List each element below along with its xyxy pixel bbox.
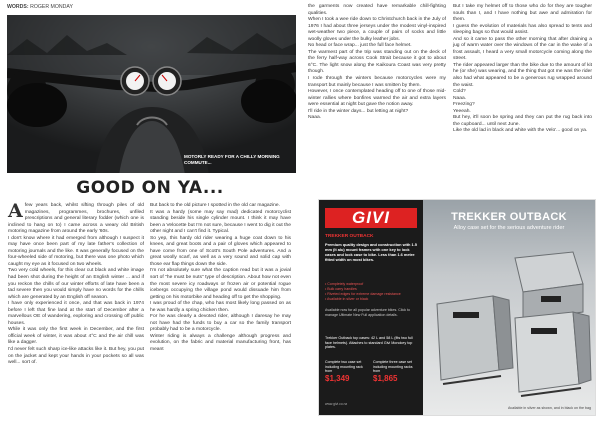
paragraph: I have only experienced it once, and that was back in 1974 before I left that fine land at the start of December after a marvellous OE of wandering, exploring and crossing off public houses. [8, 301, 144, 326]
motorcycle-cockpit-illustration [7, 15, 296, 173]
paragraph: Winter riding is always a challenge although progress and evolution, on the fabric and material manufacturing front, has meant [150, 333, 291, 353]
paragraph: So yep, this hardy old rider wearing a huge coat down to his knees, and great boots and a pair of gloves which appeared to have come from one of Scott's South Pole adventures. And a great woolly scarf, as well as a very sound and solid cap with those ear flap things down the side. [150, 235, 291, 267]
paragraph: I guess the evolution of materials has also spread to tents and sleeping bags so that would assist. [453, 23, 592, 36]
price-offer-2 [373, 360, 417, 384]
givi-advert [318, 199, 596, 416]
paragraph: the garments now created have remarkable chill-fighting qualities. [308, 4, 446, 16]
paragraph: I'd never felt such sharp ice-like attacks like it. But hey, you put on the jacket and kept your hands in your pockets so all was well... sort of. [8, 347, 144, 366]
bullet-item: • Available in silver or black [325, 297, 369, 301]
price-offer-1 [325, 360, 369, 384]
paragraph: However, I once contemplated heading off to one of those mid-winter rallies where bonfires warmed the air and extra layers were essential at night but gave the notion away. [308, 89, 446, 108]
offer-price: $1,865 [373, 373, 398, 383]
advert-product-tag: TREKKER OUTBACK [325, 234, 374, 239]
paragraph: Cold? [453, 89, 466, 95]
paragraph: Afew years back, whilst sifting through piles of old magazines, programmes, brochures, unfiled prescriptions and general literary fodder (which one is inclined to hang on to) I came across a weary old British motoring magazine from around the early '60s. [8, 200, 144, 235]
paragraph: Naaa. [453, 95, 467, 101]
section-header [7, 4, 73, 10]
paragraph: I was proud of the chap, who has most likely long passed on as he was hardly a spring chicken then. [150, 301, 291, 313]
paragraph: The warmest part of the trip was standing out on the deck of the ferry half-way across Cook Strait because it got to about 6°C. The light snow along the Kaikoura Coast was very pretty though. [308, 49, 446, 75]
advert-headline: TREKKER OUTBACK [451, 211, 567, 223]
offer-label: Complete three case set including mounting racks from [373, 360, 413, 373]
paragraph: And so it came to pass the other morning that after draining a jug of warm water over the windows of the car in the wake of a frost assault, I heard a very small motorcycle coming along the street. [453, 36, 592, 62]
advert-footnote: Available in silver as shown, and in black on the bag [507, 406, 591, 410]
luggage-cases-illustration [423, 200, 595, 415]
offer-price: $1,349 [325, 373, 350, 383]
article-column-4 [453, 4, 592, 135]
paragraph: It was a hardy (some may say mad) dedicated motorcyclist standing beside his single cylinder mount. I think it may have been a Velocette but I'm not sure, because I went to dig it out the other night and I can't find it. Typical. [150, 209, 291, 235]
paragraph: I rode through the winters because motorcycles were my transport but mainly because I was smitten by them. [308, 76, 446, 88]
paragraph: I'm not absolutely sure what the caption read but it was a jovial sort of "he must be nuts" type of description. About how not even the most severe icy roadways or frozen air or potential rogue icebergs occupying the village pond would dissuade him from getting on his motorbike and heading off to get the shopping. [150, 268, 291, 300]
paragraph: But back to the old picture I spotted in the old car magazine. [150, 203, 280, 208]
advert-kit-info: Trekker Outback top cases: 42 L and 58 L (fits two full face helmets). Attaches to standard Givi Monokey top plates. [325, 336, 413, 350]
paragraph: Like the old lad in black and white with the Velo'... good on ya. [453, 128, 588, 134]
advert-applications: Available now for all popular adventure bikes. Click to manage Ultimate New Full application details. [325, 308, 411, 317]
paragraph: No head or face wrap... just the full face helmet. [308, 43, 412, 49]
paragraph: Naaa. [308, 115, 322, 121]
advert-subline: Alloy case set for the serious adventure rider [453, 225, 565, 231]
section-label: WORDS: [7, 4, 29, 10]
advert-url: www.givi.co.nz [325, 402, 348, 406]
advert-info-panel [319, 200, 423, 415]
article-headline: GOOD ON YA... [76, 178, 224, 198]
bullet-item: • Bulk carry handles [325, 287, 357, 291]
paragraph: I'll ride in the winter days... but letting at night? [308, 108, 409, 114]
bullet-item: • Riveted edges for extreme damage resistance [325, 292, 401, 296]
advert-description: Premium quality design and construction with 1.5 mm (lt alu) mount frames with one key to lock cases and lock case to bike. Less than 1.6 metre fitted width on most bikes. [325, 242, 417, 262]
photo-caption: MOTORLY READY FOR A CHILLY MORNING COMMUTE... [184, 154, 280, 165]
paragraph: But hey, it'll soon be spring and they can put the rug back into the cupboard... until next June. [453, 115, 592, 127]
article-column-2 [150, 203, 291, 354]
advert-bullets [325, 282, 417, 302]
paragraph: While it was only the first week in December, and the first official week of winter, it was about 4°C and the air chill was like a dagger. [8, 327, 144, 346]
paragraph: But I take my helmet off to those who do for they are tougher souls than I, and I have nothing but awe and admiration for them. [453, 4, 592, 23]
givi-logo: GIVI [325, 208, 417, 228]
paragraph: Yeeeah. [453, 108, 471, 114]
offer-label: Complete two case set including mounting rack from [325, 360, 363, 373]
paragraph: The rider appeared larger than the bike due to the amount of kit he (or she) was wearing, and the thing that got me was the rider also had what appeared to be a generous rug wrapped around the waist. [453, 62, 592, 88]
paragraph: Two very cold wheels, for this clear cut black and white image had been shot during the height of an English winter ... and if you reckon the chills of our winter efforts of late have been a tad severe then you would simply have no words for the chills which are generated by an English off season. [8, 268, 144, 300]
bullet-item: • Completely waterproof [325, 282, 364, 286]
advert-image-panel [423, 200, 595, 415]
paragraph: Freezing? [453, 102, 475, 108]
author-name: ROGER MONDAY [30, 4, 73, 10]
motorcycle-photo [7, 15, 296, 173]
article-column-3 [308, 4, 446, 122]
paragraph: When I took a wee ride down to Christchurch back in the July of 1976 I had about three jerseys under the modest vinyl-inspired wet-weather two piece, a couple of pairs of socks and little woolly gloves under the bulky leather jobs. [308, 17, 446, 42]
article-column-1 [8, 200, 144, 367]
drop-cap: A [8, 200, 23, 222]
paragraph: I don't know where it had emerged from although I suspect it may have once been part of my late father's collection of motoring journals and the like. It was generally focused on the four-wheeled side of motoring, but there was one photo which caught my eye as it focused on two wheels. [8, 235, 144, 267]
paragraph: For he was clearly a devoted rider, although I daresay he may not have had the funds to buy a car so the family transport probably had to be a motorcycle. [150, 314, 291, 333]
